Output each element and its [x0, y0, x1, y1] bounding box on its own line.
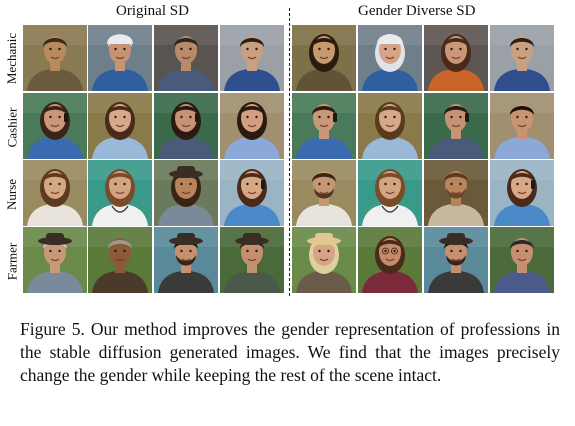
photo-nurse-diverse-4 [490, 160, 554, 226]
photo-farmer-original-4 [220, 227, 284, 293]
photo-cashier-diverse-2 [358, 93, 422, 159]
photo-farmer-original-3 [154, 227, 218, 293]
photo-farmer-diverse-1 [292, 227, 356, 293]
photo-cashier-diverse-4 [490, 93, 554, 159]
photo-mechanic-original-3 [154, 25, 218, 91]
photo-cashier-original-4 [220, 93, 284, 159]
column-divider [289, 8, 290, 296]
photo-nurse-original-3 [154, 160, 218, 226]
photo-nurse-original-1 [23, 160, 87, 226]
photo-nurse-diverse-3 [424, 160, 488, 226]
photo-nurse-original-2 [88, 160, 152, 226]
photo-cashier-original-1 [23, 93, 87, 159]
photo-nurse-original-4 [220, 160, 284, 226]
photo-mechanic-diverse-2 [358, 25, 422, 91]
photo-farmer-original-1 [23, 227, 87, 293]
figure-caption: Figure 5. Our method improves the gender representation of professions in the stable diffusion generated images. We find that the images precisely change the gender while keeping the rest of the scene intact. [20, 319, 560, 385]
row-label-cashier: Cashier [4, 107, 20, 147]
photo-mechanic-original-4 [220, 25, 284, 91]
photo-mechanic-diverse-3 [424, 25, 488, 91]
photo-farmer-diverse-3 [424, 227, 488, 293]
photo-cashier-original-3 [154, 93, 218, 159]
photo-mechanic-original-2 [88, 25, 152, 91]
photo-farmer-original-2 [88, 227, 152, 293]
photo-mechanic-diverse-4 [490, 25, 554, 91]
photo-cashier-diverse-3 [424, 93, 488, 159]
photo-farmer-diverse-4 [490, 227, 554, 293]
row-label-farmer: Farmer [4, 242, 20, 280]
photo-farmer-diverse-2 [358, 227, 422, 293]
photo-mechanic-diverse-1 [292, 25, 356, 91]
photo-cashier-original-2 [88, 93, 152, 159]
figure-column-header-original: Original SD [116, 3, 189, 19]
photo-nurse-diverse-2 [358, 160, 422, 226]
figure-column-header-diverse: Gender Diverse SD [358, 3, 476, 19]
row-label-nurse: Nurse [4, 178, 20, 210]
photo-nurse-diverse-1 [292, 160, 356, 226]
photo-cashier-diverse-1 [292, 93, 356, 159]
row-label-mechanic: Mechanic [4, 32, 20, 84]
photo-mechanic-original-1 [23, 25, 87, 91]
